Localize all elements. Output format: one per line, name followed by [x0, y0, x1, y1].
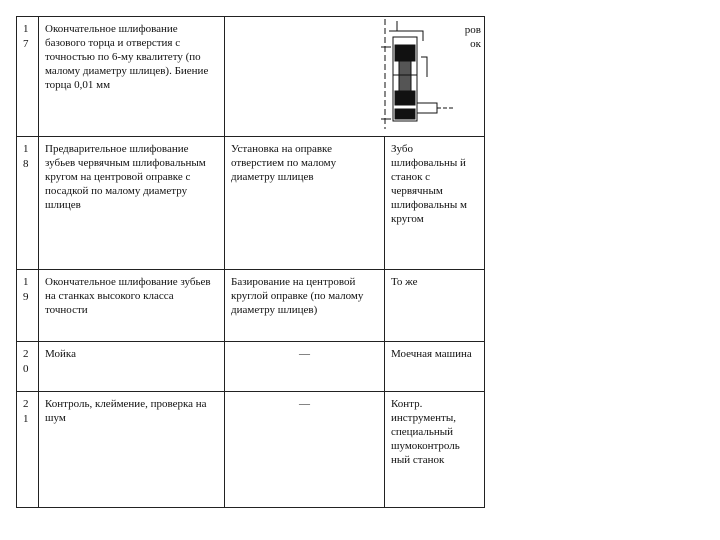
equipment-fragment	[465, 23, 481, 51]
base-cell: Базирование на центровой круглой оправке (по малому диаметру шлицев)	[225, 270, 385, 342]
equipment-cell: Контр. инструменты, специальный шумоконтроль ный станок	[385, 392, 485, 508]
base-cell: —	[225, 342, 385, 392]
base-cell: —	[225, 392, 385, 508]
table-row	[17, 392, 485, 508]
operations-table	[16, 16, 485, 508]
equipment-cell: Зубо шлифовальны й станок с червячным шлифовальны м кругом	[385, 137, 485, 270]
operation-cell: Мойка	[39, 342, 225, 392]
base-cell: Установка на оправке отверстием по малому диаметру шлицев	[225, 137, 385, 270]
fixture-drawing	[375, 17, 475, 131]
row-number-digit: 1	[23, 413, 29, 425]
table-row	[17, 17, 485, 137]
table-row	[17, 342, 485, 392]
row-number-digit: 7	[23, 38, 29, 50]
row-number-digit: 8	[23, 158, 29, 170]
operation-cell: Контроль, клеймение, проверка на шум	[39, 392, 225, 508]
row-number-digit: 0	[23, 363, 29, 375]
row-number-digit: 1	[23, 23, 29, 35]
row-number	[17, 17, 39, 137]
equipment-fragment-line: ров	[464, 24, 481, 36]
row-number-digit: 1	[23, 143, 29, 155]
row-number-digit: 1	[23, 276, 29, 288]
operation-cell: Окончательное шлифование базового торца и отверстия с точностью по 6-му квалитету (по малому диаметру шлицев). Биение торца 0,01 мм	[39, 17, 225, 137]
row-number-digit: 9	[23, 291, 29, 303]
row-number-digit: 2	[23, 348, 29, 360]
equipment-cell: Моечная машина	[385, 342, 485, 392]
row-number-digit: 2	[23, 398, 29, 410]
fixture-sketch-cell	[225, 17, 485, 137]
table-row	[17, 137, 485, 270]
row-number	[17, 137, 39, 270]
operation-cell: Окончательное шлифование зубьев на станках высокого класса точности	[39, 270, 225, 342]
row-number	[17, 392, 39, 508]
process-table-page	[16, 16, 484, 508]
row-number	[17, 342, 39, 392]
operation-cell: Предварительное шлифование зубьев червячным шлифовальным кругом на центровой оправке с посадкой по малому диаметру шлицев	[39, 137, 225, 270]
table-row	[17, 270, 485, 342]
row-number	[17, 270, 39, 342]
equipment-cell: То же	[385, 270, 485, 342]
equipment-fragment-line: ок	[470, 38, 481, 50]
